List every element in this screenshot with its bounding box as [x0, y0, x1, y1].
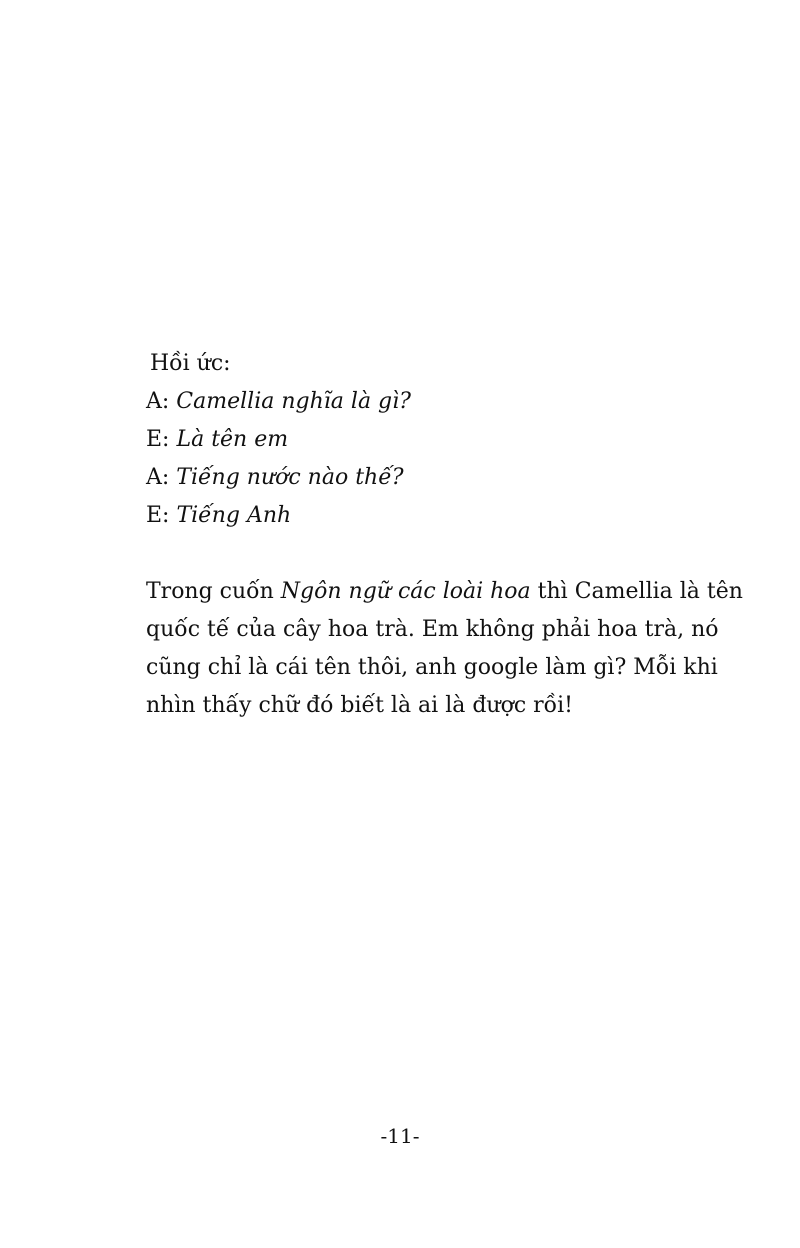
paragraph-line: nhìn thấy chữ đó biết là ai là được rồi! — [146, 693, 574, 718]
dialogue-text: Tiếng nước nào thế? — [176, 465, 404, 490]
paragraph-text: thì Camellia là tên — [530, 579, 743, 604]
dialogue-text: Tiếng Anh — [176, 503, 292, 528]
book-title: Ngôn ngữ các loài hoa — [280, 579, 531, 604]
dialogue-text: Là tên em — [176, 427, 289, 452]
dialogue-line — [146, 459, 411, 497]
dialogue-heading: Hồi ức: — [150, 351, 231, 376]
dialogue-block — [146, 345, 411, 535]
paragraph-text: Trong cuốn — [146, 579, 281, 604]
dialogue-line — [146, 497, 411, 535]
page-number: -11- — [380, 1124, 420, 1148]
paragraph-line: cũng chỉ là cái tên thôi, anh google làm gì? Mỗi khi — [146, 655, 718, 680]
dialogue-speaker: E: — [146, 503, 177, 528]
paragraph-line: quốc tế của cây hoa trà. Em không phải hoa trà, nó — [146, 617, 719, 642]
dialogue-text: Camellia nghĩa là gì? — [176, 389, 411, 414]
dialogue-line — [146, 383, 411, 421]
body-paragraph — [146, 573, 743, 725]
dialogue-speaker: A: — [146, 465, 177, 490]
dialogue-line — [146, 421, 411, 459]
dialogue-speaker: E: — [146, 427, 177, 452]
dialogue-speaker: A: — [146, 389, 177, 414]
paragraph-line — [146, 573, 743, 611]
